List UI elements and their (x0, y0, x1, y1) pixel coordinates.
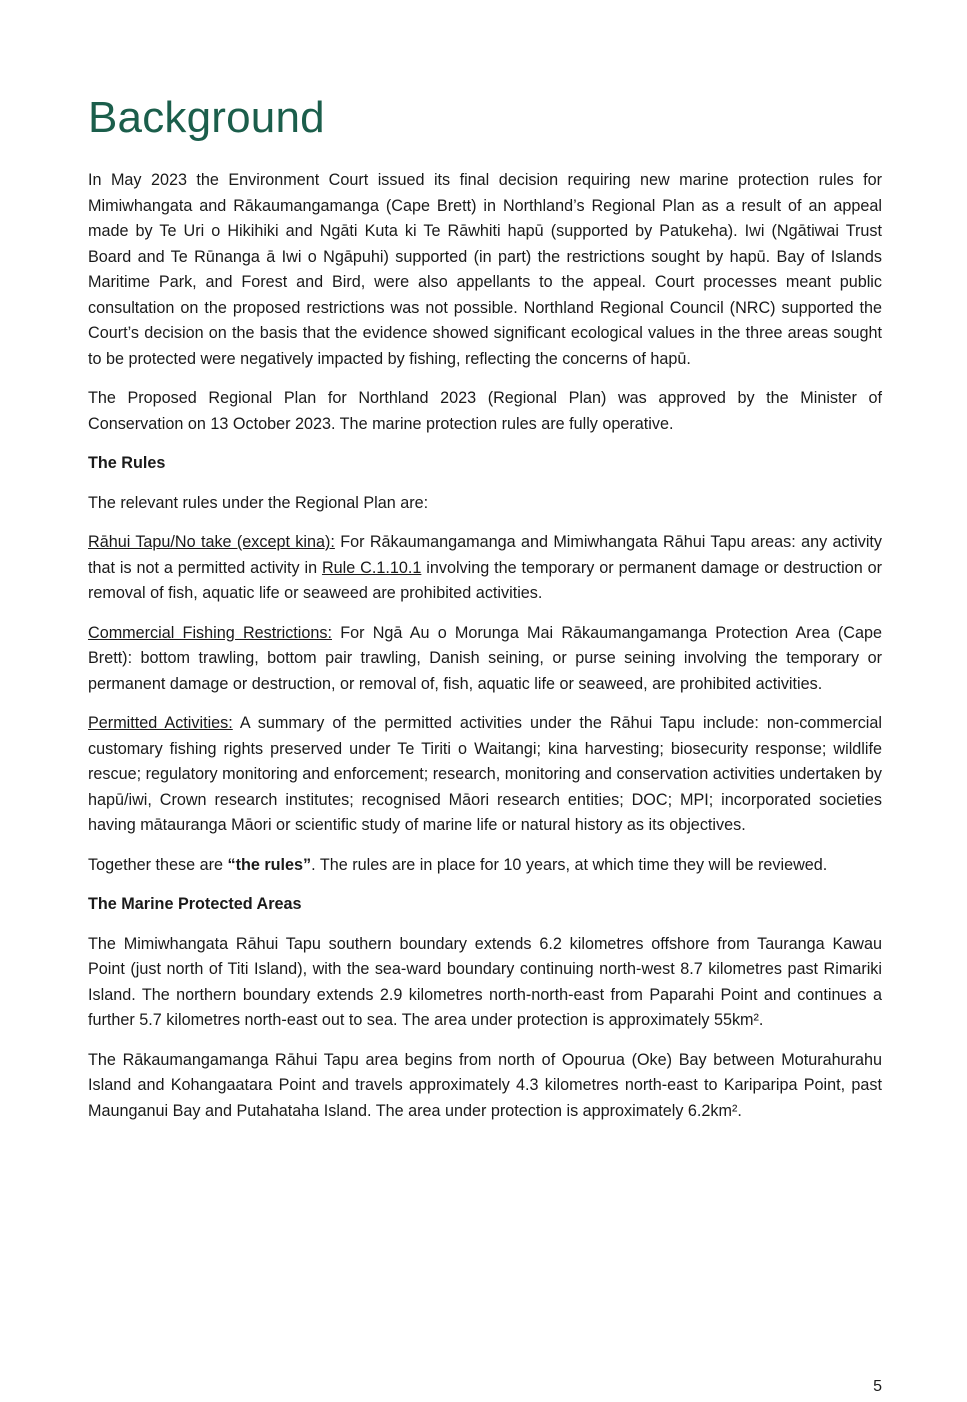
page-heading: Background (88, 93, 325, 142)
rahui-tapu-text-1: For Rākaumangamanga and Mimiwhangata Rāhui Tapu areas: any activity that is not a permitted activity in (88, 533, 883, 577)
intro-paragraph: In May 2023 the Environment Court issued its final decision requiring new marine protection rules for Mimiwhangata and Rākaumangamanga (Cape Brett) in Northland’s Regional Plan as a result of an appeal made by Te Uri o Hikihiki and Ngāti Kuta ki Te Rāwhiti hapū (supported by Patukeha). Iwi (Ngātiwai Trust Board and Te Rūnanga ā Iwi o Ngāpuhi) supported (in part) the restrictions sought by hapū. Bay of Islands Maritime Park, and Forest and Bird, were also appellants to the appeal. Court processes meant public consultation on the proposed restrictions was not possible. Northland Regional Council (NRC) supported the Court’s decision on the basis that the evidence showed significant ecological values in the three areas sought to be protected were negatively impacted by fishing, reflecting the concerns of hapū. (88, 171, 882, 368)
commercial-fishing-rule (88, 621, 882, 698)
mimiwhangata-paragraph: The Mimiwhangata Rāhui Tapu southern boundary extends 6.2 kilometres offshore from Tauranga Kawau Point (just north of Titi Island), with the sea-ward boundary continuing north-west 8.7 kilometres past Rimariki Island. The northern boundary extends 2.9 kilometres north-north-east from Paparahi Point and continues a further 5.7 kilometres north-east out to sea. The area under protection is approximately 55km². (88, 934, 882, 1029)
rakaumangamanga-paragraph: The Rākaumangamanga Rāhui Tapu area begins from north of Opourua (Oke) Bay between Moturahurahu Island and Kohangaatara Point and travels approximately 4.3 kilometres north-east to Karipari​pa Point, past Maunganui Bay and Putahataha Island. The area under protection is approximately 6.2km². (88, 1050, 882, 1120)
together-text-2: . The rules are in place for 10 years, at which time they will be reviewed. (311, 855, 828, 874)
rahui-tapu-label: Rāhui Tapu/No take (except kina): (88, 533, 335, 551)
mpa-heading: The Marine Protected Areas (88, 895, 302, 913)
rahui-tapu-rule (88, 530, 882, 607)
permitted-activities-text: A summary of the permitted activities under the Rāhui Tapu include: non-commercial customary fishing rights preserved under Te Tiriti o Waitangi; kina harvesting; biosecurity response; wildlife rescue; regulatory monitoring and enforcement; research, monitoring and conservation activities undertaken by hapū/iwi, Crown research institutes; recognised Māori research entities; DOC; MPI; incorporated societies having mātauranga Māori or scientific study of marine life or natural history as its objectives. (88, 714, 882, 834)
page-number: 5 (873, 1378, 882, 1395)
commercial-fishing-text: For Ngā Au o Morunga Mai Rākaumangamanga Protection Area (Cape Brett): bottom trawling, bottom pair trawling, Danish seining, or purse seining involving the temporary or permanent damage or destruction, or removal of, fish, aquatic life or seaweed, are prohibited activities. (88, 623, 882, 693)
together-paragraph (88, 853, 882, 879)
rules-intro: The relevant rules under the Regional Plan are: (88, 493, 429, 512)
rahui-tapu-text-2: involving the temporary or permanent damage or destruction or removal of fish, aquatic life or seaweed are prohibited activities. (88, 558, 882, 602)
together-text-1: Together these are (88, 855, 228, 874)
document-body (88, 168, 882, 1138)
permitted-activities-rule (88, 711, 882, 839)
rule-link[interactable]: Rule C.1.10.1 (321, 558, 422, 577)
rules-heading: The Rules (88, 454, 166, 472)
the-rules-bold: “the rules” (227, 855, 312, 874)
approval-paragraph: The Proposed Regional Plan for Northland 2023 (Regional Plan) was approved by the Minister of Conservation on 13 October 2023. The marine protection rules are fully operative. (88, 389, 882, 433)
commercial-fishing-label: Commercial Fishing Restrictions: (88, 623, 332, 642)
permitted-activities-label: Permitted Activities: (88, 714, 233, 732)
